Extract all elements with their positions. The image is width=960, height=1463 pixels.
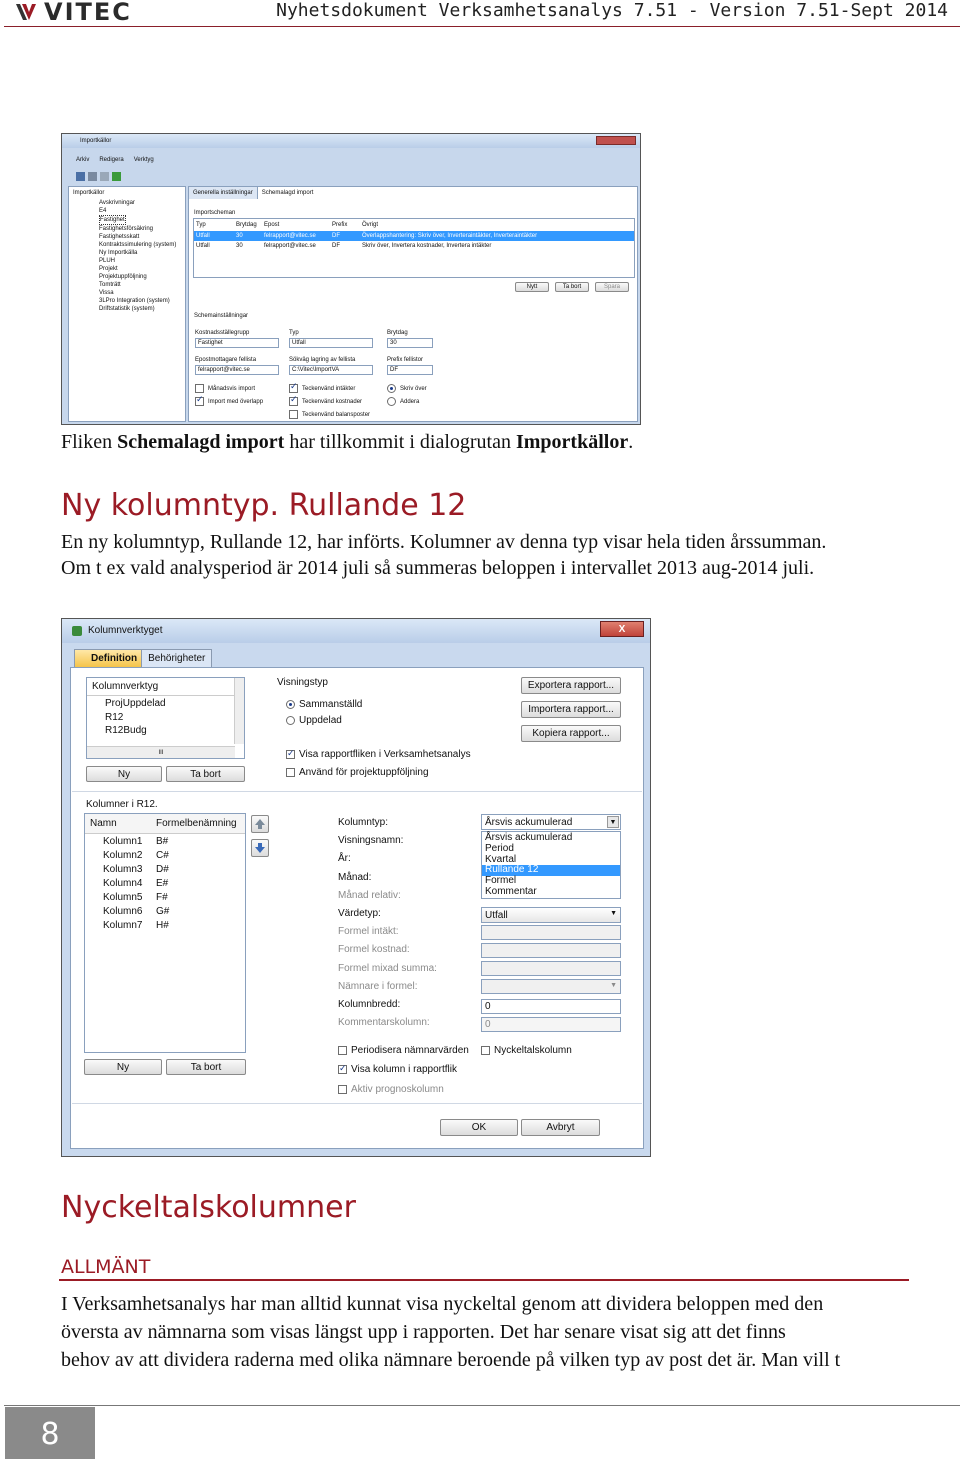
chk-label: Månadsvis import [208, 386, 256, 393]
dropdown-option[interactable]: Kommentar [485, 885, 537, 897]
paragraph-line: I Verksamhetsanalys har man alltid kunnat visa nyckeltal genom att dividera beloppen med den [61, 1293, 824, 1315]
list-item[interactable]: ProjUppdelad [105, 698, 166, 709]
cell: Skriv över, Invertera kostnader, Invertera intäkter [362, 243, 492, 249]
cell: DF [332, 243, 340, 249]
schema-table-header [194, 219, 634, 231]
table-row[interactable] [194, 241, 634, 251]
cell: B# [156, 836, 169, 847]
paragraph-line: behov av att dividera raderna med olika nämnare beroende på vilken typ av post det är. Man vill t [61, 1349, 841, 1371]
columns-table-header [85, 814, 245, 834]
radio-addera[interactable] [387, 397, 419, 406]
window-title: Importkällor [80, 138, 112, 144]
col-formelbenamning: Formelbenämning [156, 818, 237, 829]
sokvag-input[interactable]: C:\Vitec\ImportVA [289, 365, 373, 375]
tree-item[interactable]: Vissa [99, 290, 114, 296]
tree-item[interactable]: Fastighetsförsäkring [99, 226, 154, 232]
cell: H# [156, 920, 169, 931]
header-rule [4, 26, 960, 27]
tree-panel [68, 186, 186, 422]
vitec-logo [14, 0, 132, 24]
importkallor-window [61, 133, 641, 425]
close-icon[interactable]: X [600, 621, 644, 637]
tab-strip [189, 187, 317, 199]
cell: Kolumn1 [103, 836, 143, 847]
prop-label: Formel mixad summa: [338, 962, 437, 974]
delete-button[interactable]: Ta bort [555, 282, 589, 292]
tabort-button[interactable]: Ta bort [166, 766, 245, 782]
kolumnverktyg-list [86, 677, 245, 759]
tree-item[interactable]: Avskrivningar [99, 200, 135, 206]
tree-item[interactable]: Projekt [99, 266, 118, 272]
cell: F# [156, 892, 168, 903]
tab-general[interactable]: Generella inställningar [189, 187, 258, 199]
prefix-input[interactable]: DF [387, 365, 433, 375]
radio-skriv-over[interactable] [387, 384, 427, 393]
chevron-down-icon: ▼ [610, 910, 617, 917]
settings-area [188, 186, 638, 422]
tree-item[interactable]: Fastighet [100, 217, 125, 223]
dropdown-option[interactable]: Årsvis ackumulerad [485, 832, 573, 843]
tree-item[interactable]: Kontraktssimulering (system) [99, 242, 177, 248]
avbryt-button[interactable]: Avbryt [521, 1119, 600, 1136]
chk-overlapp[interactable] [195, 397, 263, 406]
tabort-kolumn-button[interactable]: Ta bort [166, 1059, 246, 1075]
formel-mixad-input[interactable] [481, 961, 621, 976]
menu-item-redigera[interactable]: Redigera [99, 157, 124, 163]
cell: Kolumn5 [103, 892, 143, 903]
table-row[interactable] [85, 890, 245, 904]
dropdown-option[interactable]: Period [485, 842, 514, 854]
importscheman-label: Importscheman [194, 210, 236, 216]
kostnadsstallegrupp-select[interactable]: Fastighet [195, 338, 279, 348]
tab-strip [74, 649, 212, 668]
kolumner-label: Kolumner i R12. [86, 799, 158, 810]
table-row[interactable] [85, 848, 245, 862]
prop-label: Månad relativ: [338, 889, 401, 901]
cell: Kolumn7 [103, 920, 143, 931]
heading-nyckeltalskolumner: Nyckeltalskolumner [61, 1190, 356, 1225]
field-label: Typ [289, 330, 299, 336]
window-titlebar [62, 134, 640, 148]
radio-label: Skriv över [400, 386, 427, 393]
schema-table [193, 218, 635, 278]
arrow-up-icon [252, 816, 268, 832]
menu-item-arkiv[interactable]: Arkiv [76, 157, 90, 163]
field-label: Epostmottagare fellista [195, 357, 257, 363]
cell: Utfall [196, 243, 210, 249]
window-titlebar [62, 619, 650, 643]
exportera-button[interactable]: Exportera rapport... [521, 677, 621, 694]
chk-periodisera[interactable] [338, 1045, 469, 1056]
tab-behorigheter[interactable]: Behörigheter [142, 649, 212, 668]
cell: felrapport@vitec.se [264, 233, 316, 239]
tree-root[interactable]: Importkällor [73, 190, 105, 196]
text: har tillkommit i dialogrutan [284, 431, 516, 453]
tree-item[interactable]: PLUH [99, 258, 116, 264]
tree-item[interactable]: Ny Importkälla [99, 250, 138, 256]
radio-uppdelad[interactable] [286, 715, 342, 726]
vertical-scrollbar[interactable] [234, 678, 244, 744]
tree-items [69, 199, 185, 313]
paragraph-line: översta av nämnarna som visas längst upp i rapporten. Det har senare visat sig att det finns [61, 1321, 786, 1343]
prop-label: Formel intäkt: [338, 926, 399, 938]
text: Fliken [61, 431, 118, 453]
list-item[interactable]: R12 [105, 712, 124, 723]
prop-label: Kolumntyp: [338, 817, 389, 828]
cell: E# [156, 878, 169, 889]
close-icon[interactable] [596, 136, 636, 145]
cell: 30 [236, 233, 243, 239]
prop-label: År: [338, 853, 351, 865]
footer-rule [4, 1405, 960, 1406]
radio-label: Addera [400, 399, 420, 406]
tree-item[interactable]: E4 [99, 208, 107, 214]
prop-label: Kommentarskolumn: [338, 1017, 430, 1029]
heading-rullande-12: Ny kolumntyp. Rullande 12 [61, 488, 467, 523]
chk-visa-rapportfliken[interactable] [286, 749, 471, 760]
horizontal-scrollbar[interactable]: III [87, 746, 235, 758]
tab-definition[interactable]: Definition [74, 649, 142, 668]
radio-sammanstalld[interactable] [286, 699, 362, 710]
document-title: Nyhetsdokument Verksamhetsanalys 7.51 - Version 7.51-Sept 2014 [276, 0, 948, 21]
radio-label: Uppdelad [299, 715, 342, 726]
field-label: Kostnadsställegrupp [195, 330, 250, 336]
prop-label: Nämnare i formel: [338, 980, 418, 992]
check-icon[interactable] [112, 172, 121, 181]
subheading-allmant: ALLMÄNT [61, 1256, 151, 1278]
brytdag-input[interactable]: 30 [387, 338, 433, 348]
field-label: Sökväg lagring av fellista [289, 357, 356, 363]
chk-anvand-projekt[interactable] [286, 767, 429, 778]
ny-button[interactable]: Ny [86, 766, 162, 782]
text: . [628, 431, 634, 453]
cell: Kolumn2 [103, 850, 143, 861]
table-row[interactable] [85, 834, 245, 848]
chk-label: Teckenvänd kostnader [302, 399, 363, 406]
chk-label: Teckenvänd intäkter [302, 386, 356, 393]
chk-label: Visa kolumn i rapportflik [351, 1064, 457, 1075]
radio-label: Sammanställd [299, 699, 363, 710]
tree-item[interactable]: Fastighetsskatt [99, 234, 140, 240]
namnare-select[interactable] [481, 979, 621, 994]
tree-item[interactable]: Tomträtt [99, 282, 121, 288]
caption-paragraph [61, 429, 633, 455]
chk-label: Periodisera nämnarvärden [351, 1045, 469, 1056]
table-row[interactable] [85, 904, 245, 918]
prop-label: Visningsnamn: [338, 835, 404, 847]
select-value: Årsvis ackumulerad [485, 817, 573, 828]
brand-name: VITEC [44, 0, 132, 26]
tree-item[interactable]: Driftstatistik (system) [99, 306, 155, 312]
col-namn: Namn [90, 818, 117, 829]
chk-label: Visa rapportfliken i Verksamhetsanalys [299, 749, 471, 760]
col-prefix: Prefix [332, 222, 348, 228]
chk-aktiv-prognos[interactable] [338, 1084, 444, 1095]
visningstyp-label: Visningstyp [277, 677, 328, 688]
formel-kostnad-input[interactable] [481, 943, 621, 958]
schema-settings-label: Schemainställningar [194, 313, 249, 319]
arrow-down-icon [252, 840, 268, 856]
tab-scheduled-import[interactable]: Schemalagd import [258, 187, 318, 199]
list-header: Kolumnverktyg [87, 678, 244, 696]
tree-item[interactable]: Projektuppföljning [99, 274, 147, 280]
save-icon[interactable] [76, 172, 85, 181]
chk-visa-kolumn[interactable] [338, 1064, 457, 1075]
dropdown-option[interactable]: Formel [485, 875, 517, 887]
divider [72, 1103, 642, 1104]
paragraph-line: Om t ex vald analysperiod är 2014 juli så summeras beloppen i intervallet 2013 aug-2014 juli. [61, 557, 815, 579]
property-labels [338, 814, 437, 1032]
chk-label: Använd för projektuppföljning [299, 767, 429, 778]
chevron-down-icon: ▼ [610, 982, 617, 989]
kommentarskolumn-input[interactable]: 0 [481, 1017, 621, 1032]
toolbar [76, 172, 121, 181]
divider [72, 791, 642, 792]
menu-bar [76, 156, 154, 164]
ok-button[interactable]: OK [440, 1119, 518, 1136]
select-value: Utfall [485, 910, 508, 921]
window-title: Kolumnverktyget [88, 625, 163, 636]
cell: felrapport@vitec.se [264, 243, 316, 249]
section-rule [59, 1279, 909, 1281]
prop-label: Värdetyp: [338, 908, 381, 920]
new-button[interactable]: Nytt [515, 282, 549, 292]
prop-label: Formel kostnad: [338, 944, 410, 956]
epost-input[interactable]: felrapport@vitec.se [195, 365, 279, 375]
typ-select[interactable]: Utfall [289, 338, 373, 348]
cell: G# [156, 906, 170, 917]
paragraph-line: En ny kolumntyp, Rullande 12, har införts. Kolumner av denna typ visar hela tiden årssumman. [61, 531, 827, 553]
chk-label: Teckenvänd balansposter [302, 412, 371, 419]
columns-table [84, 813, 246, 1053]
col-brytdag: Brytdag [236, 222, 257, 228]
chk-nyckeltal[interactable] [481, 1045, 572, 1056]
table-row[interactable] [194, 231, 634, 241]
cell: Kolumn6 [103, 906, 143, 917]
chevron-down-icon: ▼ [607, 816, 619, 828]
app-icon [72, 626, 82, 636]
edit-icon[interactable] [100, 172, 109, 181]
chk-kostnader[interactable] [289, 397, 362, 406]
prop-label: Kolumnbredd: [338, 999, 401, 1011]
field-label: Brytdag [387, 330, 408, 336]
chk-intakter[interactable] [289, 384, 355, 393]
vardetyp-select[interactable] [481, 907, 621, 923]
move-down-button[interactable] [251, 839, 269, 857]
kolumntyp-select[interactable] [481, 814, 621, 830]
table-row[interactable] [85, 862, 245, 876]
chk-manadsvis[interactable] [195, 384, 255, 393]
table-row[interactable] [85, 876, 245, 890]
dropdown-option[interactable]: Kvartal [485, 853, 517, 865]
col-epost: Epost [264, 222, 280, 228]
cell: Kolumn3 [103, 864, 143, 875]
chk-label: Aktiv prognoskolumn [351, 1084, 444, 1095]
formel-intakt-input[interactable] [481, 925, 621, 940]
print-icon[interactable] [88, 172, 97, 181]
prop-label: Månad: [338, 871, 372, 883]
chk-label: Import med överlapp [208, 399, 264, 406]
ny-kolumn-button[interactable]: Ny [84, 1059, 162, 1075]
menu-item-verktyg[interactable]: Verktyg [133, 157, 154, 163]
importera-button[interactable]: Importera rapport... [521, 701, 621, 718]
bold-text: Schemalagd import [117, 431, 285, 453]
cell: Överlappshantering: Skriv över, Inverteraintäkter, Inverteraintäkter [362, 233, 538, 239]
table-row[interactable] [85, 918, 245, 932]
field-label: Prefix fellistor [387, 357, 424, 363]
move-up-button[interactable] [251, 815, 269, 833]
chk-label: Nyckeltalskolumn [494, 1045, 572, 1056]
cell: Kolumn4 [103, 878, 143, 889]
list-item[interactable]: R12Budg [105, 725, 147, 736]
tree-item[interactable]: 3LPro Integration (system) [99, 298, 170, 304]
cell: Utfall [196, 233, 210, 239]
cell: D# [156, 864, 169, 875]
col-ovrigt: Övrigt [362, 222, 379, 228]
cell: C# [156, 850, 169, 861]
kolumntyp-dropdown-list [481, 831, 621, 899]
cell: DF [332, 233, 340, 239]
kolumnverktyget-window [61, 618, 651, 1157]
page-number: 8 [5, 1407, 95, 1459]
vitec-logo-mark-icon [14, 2, 38, 22]
dropdown-option-selected[interactable]: Rullande 12 [482, 865, 620, 876]
save-button[interactable]: Spara [595, 282, 629, 292]
col-typ: Typ [196, 222, 206, 228]
chk-balansposter[interactable] [289, 410, 370, 419]
bold-text: Importkällor [515, 431, 629, 453]
kolumnbredd-input[interactable]: 0 [481, 999, 621, 1014]
cell: 30 [236, 243, 243, 249]
kopiera-button[interactable]: Kopiera rapport... [521, 725, 621, 742]
